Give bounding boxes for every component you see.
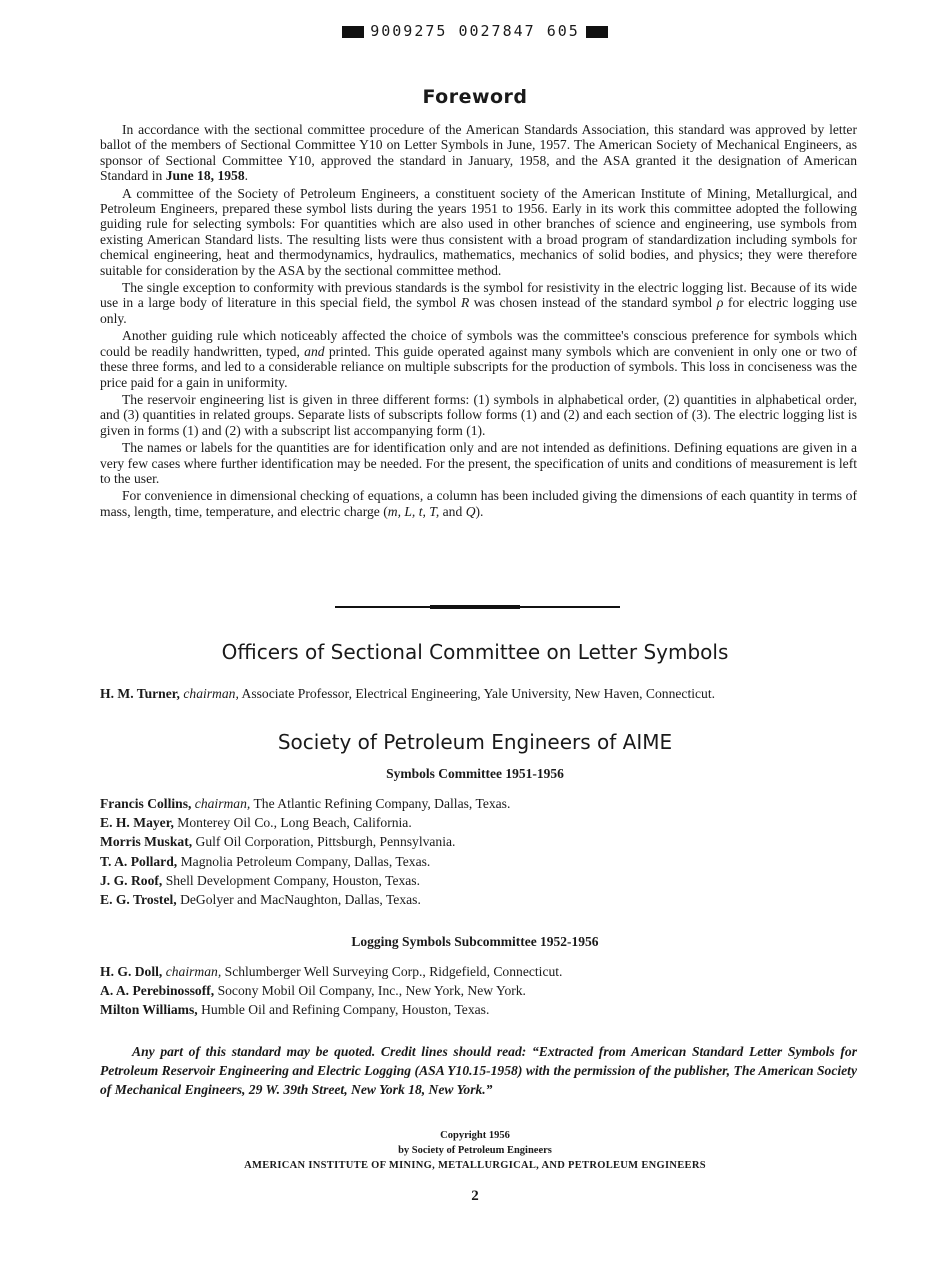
symbols-committee-heading: Symbols Committee 1951-1956: [386, 766, 564, 781]
document-code-text: 9009275 0027847 605: [370, 22, 580, 40]
page-number: 2: [471, 1188, 479, 1204]
copyright-line: Copyright 1956: [440, 1130, 510, 1141]
member-row: A. A. Perebinossoff, Socony Mobil Oil Company, Inc., New York, New York.: [100, 983, 526, 999]
member-row: E. G. Trostel, DeGolyer and MacNaughton, Dallas, Texas.: [100, 891, 421, 907]
member-row: T. A. Pollard, Magnolia Petroleum Company, Dallas, Texas.: [100, 853, 431, 869]
member-row: E. H. Mayer, Monterey Oil Co., Long Beach, California.: [100, 815, 412, 831]
foreword-paragraph: A committee of the Society of Petroleum Engineers, a constituent society of the American Institute of Mining, Metallurgical, and Petroleum Engineers, prepared these symbol lists during the years 1951 to 1956. Early in its work this committee adopted the following guiding rule for selecting symbols: For quantities which are also used in other branches of science and engineering, use symbols from existing American Standard lists. The resulting lists were thus consistent with a broad program of standardization including symbols for chemical engineering, heat and thermodynamics, hydraulics, mathematics, mechanics of solid bodies, and physics; they were therefore suitable for consideration by the ASA by the sectional committee method.: [100, 185, 857, 278]
document-code: [0, 22, 950, 40]
foreword-title: Foreword: [422, 86, 528, 108]
copyright-institute: AMERICAN INSTITUTE OF MINING, METALLURGICAL, AND PETROLEUM ENGINEERS: [244, 1160, 706, 1171]
logging-subcommittee-heading: Logging Symbols Subcommittee 1952-1956: [351, 934, 599, 949]
foreword-paragraph: The single exception to conformity with previous standards is the symbol for resistivity in the electric logging list. Because of its wide use in a large body of literature in this special field, the symbol R was chosen instead of the standard symbol ρ for electric logging use only.: [100, 280, 857, 326]
member-row: Milton Williams, Humble Oil and Refining Company, Houston, Texas.: [100, 1002, 490, 1018]
foreword-paragraph: Another guiding rule which noticeably affected the choice of symbols was the committee's conscious preference for symbols which could be readily handwritten, typed, and printed. This guide operated against many symbols which are convenient in only one or two of these three forms, and led to a considerable reliance on multiple subscripts for the production of symbols. This loss in conciseness was the price paid for a gain in uniformity.: [100, 328, 857, 390]
foreword-paragraph: For convenience in dimensional checking of equations, a column has been included giving the dimensions of each quantity in terms of mass, length, time, temperature, and electric charge (m, L, t, T, and Q).: [100, 488, 857, 519]
symbols-committee-list: [100, 794, 800, 909]
member-row: Morris Muskat, Gulf Oil Corporation, Pittsburgh, Pennsylvania.: [100, 834, 456, 850]
member-row: H. G. Doll, chairman, Schlumberger Well Surveying Corp., Ridgefield, Connecticut.: [100, 964, 563, 979]
member-role: chairman,: [183, 686, 239, 701]
copyright-block: [0, 1128, 950, 1173]
society-title: Society of Petroleum Engineers of AIME: [277, 730, 673, 754]
officers-chairman-line: [100, 686, 857, 702]
black-bar-mark: [342, 26, 364, 38]
officers-title: Officers of Sectional Committee on Letter Symbols: [221, 640, 729, 664]
member-row: Francis Collins, chairman, The Atlantic Refining Company, Dallas, Texas.: [100, 796, 511, 811]
section-divider: [335, 606, 620, 608]
quotation-notice: Any part of this standard may be quoted. Credit lines should read: “Extracted from American Standard Letter Symbols for Petroleum Reservoir Engineering and Electric Logging (ASA Y10.15-1958) with the permission of the publisher, The American Society of Mechanical Engineers, 29 W. 39th Street, New York 18, New York.”: [100, 1044, 857, 1097]
foreword-body: [100, 122, 857, 521]
copyright-line: by Society of Petroleum Engineers: [398, 1145, 552, 1156]
member-row: J. G. Roof, Shell Development Company, Houston, Texas.: [100, 872, 420, 888]
logging-subcommittee-list: [100, 962, 800, 1020]
foreword-paragraph: The names or labels for the quantities are for identification only and are not intended as definitions. Defining equations are given in a very few cases where further identification may be needed. For the present, the specification of units and conditions of measurement is left to the user.: [100, 440, 857, 486]
member-name: H. M. Turner,: [100, 686, 180, 701]
member-affiliation: Associate Professor, Electrical Engineering, Yale University, New Haven, Connecticut.: [241, 686, 716, 701]
foreword-paragraph: In accordance with the sectional committee procedure of the American Standards Association, this standard was approved by letter ballot of the members of Sectional Committee Y10 on Letter Symbols in June, 1957. The American Society of Mechanical Engineers, as sponsor of Sectional Committee Y10, approved the standard in January, 1958, and the ASA granted it the designation of American Standard in June 18, 1958.: [100, 122, 857, 184]
foreword-paragraph: The reservoir engineering list is given in three different forms: (1) symbols in alphabetical order, (2) quantities in alphabetical order, and (3) quantities in related groups. Separate lists of subscripts follow forms (1) and (2) and each section of (3). The electric logging list is given in forms (1) and (2) with a subscript list accompanying form (1).: [100, 391, 857, 438]
black-bar-mark: [586, 26, 608, 38]
